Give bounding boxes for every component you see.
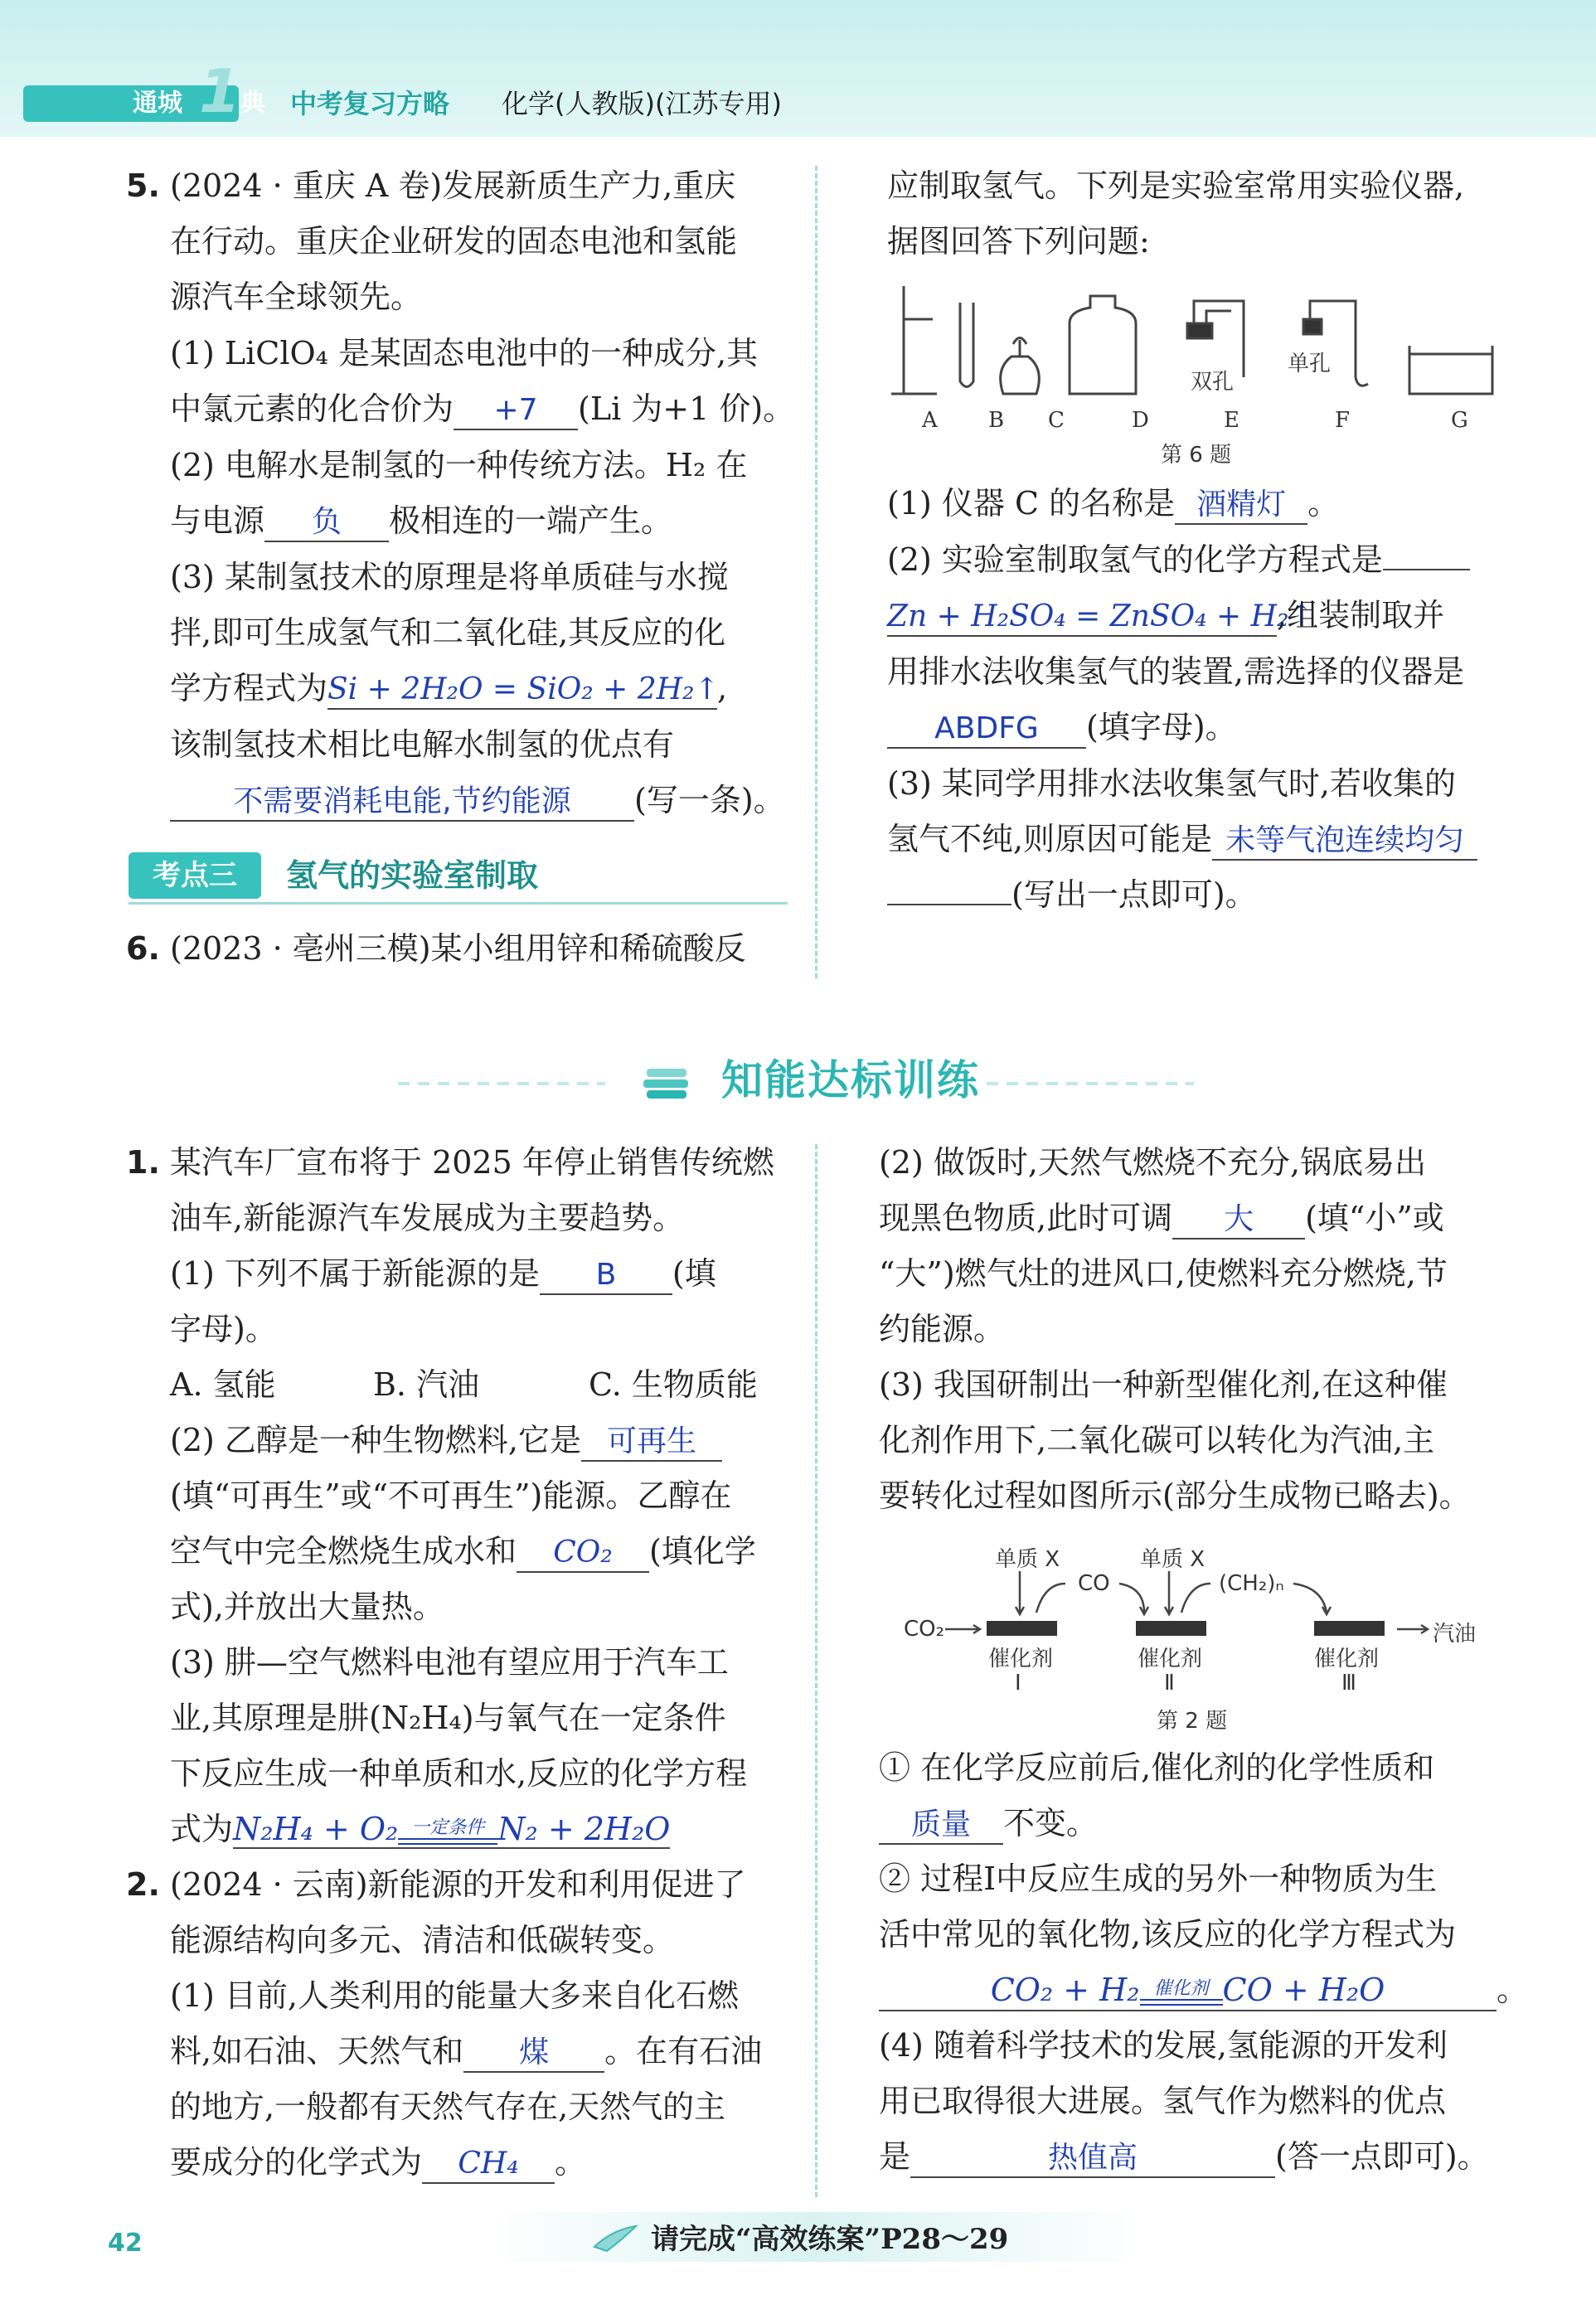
q5-p3-advantage-answer: 不需要消耗电能,节约能源 bbox=[170, 784, 634, 822]
t2-r-p4c-pre: 是 bbox=[879, 2138, 911, 2175]
q5-p2-answer: 负 bbox=[264, 504, 389, 542]
apparatus-label-f: F bbox=[1335, 408, 1351, 433]
q5-p3b: 拌,即可生成氢气和二氧化硅,其反应的化 bbox=[170, 614, 726, 651]
q6-p2d bbox=[887, 707, 1237, 749]
apparatus-c-alcohol-lamp bbox=[1001, 338, 1040, 395]
apparatus-g-trough bbox=[1409, 346, 1492, 394]
q6-p2-equation-answer: Zn + H₂SO₄ = ZnSO₄ + H₂↑ bbox=[887, 599, 1277, 637]
q5-p1a: (1) LiClO₄ 是某固态电池中的一种成分,其 bbox=[170, 335, 759, 371]
q5-p3-equation-answer: Si + 2H₂O = SiO₂ + 2H₂↑ bbox=[327, 672, 717, 710]
t1-line2: 油车,新能源汽车发展成为主要趋势。 bbox=[170, 1200, 685, 1236]
page-number: 42 bbox=[108, 2229, 143, 2258]
t2-r-p2a: (2) 做饭时,天然气燃烧不充分,锅底易出 bbox=[879, 1144, 1427, 1181]
t2-p1b bbox=[170, 2031, 762, 2073]
apparatus-d-bottle bbox=[1070, 296, 1136, 394]
book-stack-icon bbox=[643, 1069, 688, 1099]
apparatus-label-c: C bbox=[1048, 408, 1065, 433]
flow-product-label: 汽油 bbox=[1433, 1622, 1477, 1647]
flow-catalyst-1: 催化剂 bbox=[988, 1647, 1054, 1671]
q5-p3c-post: , bbox=[717, 670, 728, 706]
q5-p2b-pre: 与电源 bbox=[170, 502, 265, 539]
t2-r-c1b-post: 不变。 bbox=[1003, 1805, 1099, 1841]
column-divider-top bbox=[815, 166, 817, 978]
header-brand-left: 通城 bbox=[133, 89, 182, 118]
t2-p1d bbox=[170, 2142, 586, 2184]
t1-p2a-pre: (2) 乙醇是一种生物燃料,它是 bbox=[170, 1422, 581, 1458]
t2-r-p2-answer: 大 bbox=[1172, 1201, 1305, 1240]
q6-p2a-text: (2) 实验室制取氢气的化学方程式是 bbox=[887, 541, 1383, 578]
t1-p1a-pre: (1) 下列不属于新能源的是 bbox=[170, 1255, 540, 1292]
t2-r-p4b: 用已取得很大进展。氢气作为燃料的优点 bbox=[879, 2083, 1447, 2119]
t2-r-p4c-post: (答一点即可)。 bbox=[1275, 2138, 1489, 2175]
flow-stage-1: Ⅰ bbox=[1015, 1671, 1021, 1696]
t2-p1d-answer: CH₄ bbox=[422, 2146, 555, 2184]
catalyst-block-3 bbox=[1314, 1621, 1385, 1636]
t2-r-p2c: “大”)燃气灶的进风口,使燃料充分燃烧,节 bbox=[879, 1255, 1448, 1292]
q6-p2c: 用排水法收集氢气的装置,需选择的仪器是 bbox=[887, 653, 1465, 690]
q6-p1 bbox=[887, 483, 1339, 525]
header-subject: 化学(人教版)(江苏专用) bbox=[502, 88, 782, 119]
t1-p3c: 下反应生成一种单质和水,反应的化学方程 bbox=[170, 1755, 748, 1792]
q6-p3c-blank bbox=[887, 904, 1011, 905]
t2-r-c2-condition: 催化剂 bbox=[1153, 1978, 1209, 1999]
footer-instruction: 请完成“高效练案”P28～29 bbox=[651, 2223, 1009, 2256]
t2-line1: (2024 · 云南)新能源的开发和利用促进了 bbox=[170, 1866, 746, 1903]
apparatus-label-a: A bbox=[922, 408, 938, 433]
t1-p3-equation-answer bbox=[233, 1811, 670, 1849]
t2-r-p2b bbox=[879, 1198, 1444, 1240]
t1-option-c: C. 生物质能 bbox=[589, 1366, 758, 1403]
q5-p1-answer: +7 bbox=[454, 392, 578, 430]
t1-p2a bbox=[170, 1420, 722, 1462]
t2-figure-caption: 第 2 题 bbox=[1157, 1709, 1228, 1734]
t2-p1-answer: 煤 bbox=[463, 2035, 604, 2073]
q6-p3b bbox=[887, 819, 1477, 861]
q5-p2a: (2) 电解水是制氢的一种传统方法。H₂ 在 bbox=[170, 447, 748, 483]
t2-r-p3a: (3) 我国研制出一种新型催化剂,在这种催 bbox=[879, 1366, 1448, 1403]
q5-p3d: 该制氢技术相比电解水制氢的优点有 bbox=[170, 726, 675, 763]
t2-r-p3b: 化剂作用下,二氧化碳可以转化为汽油,主 bbox=[879, 1422, 1435, 1458]
q6-p2a-blank bbox=[1383, 569, 1470, 570]
t2-r-c2-lhs: CO₂ + H₂ bbox=[990, 1972, 1140, 2008]
q5-p2b-post: 极相连的一端产生。 bbox=[389, 502, 673, 539]
q6-p1-post: 。 bbox=[1307, 485, 1340, 522]
t2-r-c2-equation-answer bbox=[879, 1970, 1497, 2011]
t1-p2c-answer: CO₂ bbox=[517, 1535, 649, 1573]
apparatus-b-test-tube bbox=[960, 303, 973, 387]
q5-line2: 在行动。重庆企业研发的固态电池和氢能 bbox=[170, 223, 738, 260]
t2-r-p4-answer: 热值高 bbox=[910, 2140, 1275, 2178]
t2-p1b-post: 。在有石油 bbox=[604, 2033, 763, 2069]
t2-r-c2b: 活中常见的氧化物,该反应的化学方程式为 bbox=[879, 1916, 1457, 1953]
q6-r1: 应制取氢气。下列是实验室常用实验仪器, bbox=[887, 167, 1465, 204]
catalyst-block-2 bbox=[1136, 1621, 1206, 1636]
t1-p2b: (填“可再生”或“不可再生”)能源。乙醇在 bbox=[170, 1477, 732, 1514]
kaodian-underline bbox=[129, 902, 788, 905]
t1-line1: 某汽车厂宣布将于 2025 年停止销售传统燃 bbox=[170, 1144, 774, 1181]
t1-p1-answer: B bbox=[540, 1257, 672, 1295]
flow-x1-label: 单质 X bbox=[995, 1547, 1060, 1572]
q5-p3e-post: (写一条)。 bbox=[634, 782, 785, 818]
q6-p2b bbox=[887, 595, 1444, 637]
q5-p1b bbox=[170, 389, 794, 430]
t2-r-c2c-post: 。 bbox=[1497, 1972, 1529, 2008]
q6-p3a: (3) 某同学用排水法收集氢气时,若收集的 bbox=[887, 765, 1456, 802]
q6-figure-caption: 第 6 题 bbox=[1161, 443, 1232, 468]
q5-p3c bbox=[170, 668, 727, 710]
t1-p1a-post: (填 bbox=[672, 1255, 716, 1292]
flow-catalyst-3: 催化剂 bbox=[1314, 1647, 1380, 1671]
section-title: 知能达标训练 bbox=[721, 1056, 980, 1104]
q5-p1b-post: (Li 为+1 价)。 bbox=[578, 391, 795, 427]
flow-stage-3: Ⅲ bbox=[1341, 1671, 1356, 1696]
t2-line2: 能源结构向多元、清洁和低碳转变。 bbox=[170, 1922, 675, 1958]
header-brand-right: 典 bbox=[240, 89, 265, 118]
q6-p2d-post: (填字母)。 bbox=[1086, 709, 1237, 745]
apparatus-label-e: E bbox=[1224, 408, 1239, 433]
header-series: 中考复习方略 bbox=[290, 88, 450, 119]
t1-p1b: 字母)。 bbox=[170, 1311, 277, 1347]
t2-r-c1b bbox=[879, 1803, 1098, 1845]
header-brand-num: 1 bbox=[199, 56, 241, 126]
q5-p3c-pre: 学方程式为 bbox=[170, 670, 328, 706]
q6-r2: 据图回答下列问题: bbox=[887, 223, 1150, 260]
q6-p3c-post: (写出一点即可)。 bbox=[1011, 876, 1257, 913]
flow-stage-2: Ⅱ bbox=[1164, 1671, 1175, 1696]
q5-line3: 源汽车全球领先。 bbox=[170, 279, 423, 315]
t1-p2c-post: (填化学 bbox=[649, 1533, 756, 1569]
t2-r-p4c bbox=[879, 2137, 1489, 2178]
q5-line1: (2024 · 重庆 A 卷)发展新质生产力,重庆 bbox=[170, 167, 736, 204]
q6-p2b-post: ,组装制取并 bbox=[1277, 597, 1445, 633]
t2-r-p2d: 约能源。 bbox=[879, 1311, 1006, 1347]
t2-p1a: (1) 目前,人类利用的能量大多来自化石燃 bbox=[170, 1977, 739, 2014]
apparatus-f-caption: 单孔 bbox=[1288, 352, 1332, 376]
flow-ch2-label: (CH₂)ₙ bbox=[1219, 1571, 1284, 1596]
q6-number: 6. bbox=[126, 930, 160, 967]
t1-p3b: 业,其原理是肼(N₂H₄)与氧气在一定条件 bbox=[170, 1700, 726, 1736]
flow-co2-label: CO₂ bbox=[904, 1617, 945, 1642]
q6-p2d-answer: ABDFG bbox=[887, 711, 1086, 749]
t1-p2-answer: 可再生 bbox=[581, 1424, 722, 1462]
t1-p2c bbox=[170, 1531, 756, 1573]
q6-p1-pre: (1) 仪器 C 的名称是 bbox=[887, 485, 1176, 522]
t1-option-b: B. 汽油 bbox=[373, 1366, 480, 1403]
t2-r-c2-rhs: CO + H₂O bbox=[1222, 1972, 1385, 2008]
q6-p2a bbox=[887, 540, 1470, 580]
t2-r-p2b-post: (填“小”或 bbox=[1305, 1200, 1444, 1236]
t1-p2d: 式),并放出大量热。 bbox=[170, 1589, 444, 1625]
column-divider-bottom bbox=[815, 1144, 817, 2197]
flow-catalyst-2: 催化剂 bbox=[1138, 1647, 1203, 1671]
t1-p3-lhs: N₂H₄ + O₂ bbox=[233, 1811, 399, 1847]
q5-p1b-pre: 中氯元素的化合价为 bbox=[170, 391, 454, 427]
t1-option-a: A. 氢能 bbox=[170, 1366, 276, 1403]
kaodian-title: 氢气的实验室制取 bbox=[286, 857, 539, 894]
t1-p3d bbox=[170, 1809, 670, 1849]
kaodian-badge: 考点三 bbox=[129, 852, 261, 899]
t2-p1d-pre: 要成分的化学式为 bbox=[170, 2144, 423, 2181]
q6-line1: (2023 · 亳州三模)某小组用锌和稀硫酸反 bbox=[170, 930, 746, 967]
t1-p3a: (3) 肼—空气燃料电池有望应用于汽车工 bbox=[170, 1644, 729, 1681]
q6-p3b-pre: 氢气不纯,则原因可能是 bbox=[887, 821, 1213, 857]
t2-r-p3c: 要转化过程如图所示(部分生成物已略去)。 bbox=[879, 1477, 1471, 1514]
t2-r-c2c bbox=[879, 1970, 1528, 2011]
t2-p1c: 的地方,一般都有天然气存在,天然气的主 bbox=[170, 2089, 726, 2125]
q5-p3e bbox=[170, 780, 785, 822]
t2-r-c2a: ② 过程Ⅰ中反应生成的另外一种物质为生 bbox=[879, 1861, 1438, 1897]
apparatus-label-b: B bbox=[988, 408, 1005, 433]
flow-x2-label: 单质 X bbox=[1140, 1547, 1205, 1572]
q5-p2b bbox=[170, 501, 672, 542]
t2-r-c1-answer: 质量 bbox=[879, 1807, 1003, 1845]
t1-p2c-pre: 空气中完全燃烧生成水和 bbox=[170, 1533, 517, 1569]
q5-p3a: (3) 某制氢技术的原理是将单质硅与水搅 bbox=[170, 559, 729, 595]
t1-p3-condition-arrow bbox=[398, 1819, 497, 1845]
t2-r-c1a: ① 在化学反应前后,催化剂的化学性质和 bbox=[879, 1749, 1435, 1786]
apparatus-a-stand bbox=[891, 286, 937, 394]
t1-p3-condition: 一定条件 bbox=[411, 1817, 485, 1838]
q6-p3c bbox=[887, 875, 1257, 915]
pen-icon bbox=[590, 2222, 640, 2255]
t2-r-p4a: (4) 随着科学技术的发展,氢能源的开发利 bbox=[879, 2027, 1448, 2064]
apparatus-label-g: G bbox=[1451, 408, 1468, 433]
t1-p3-rhs: N₂ + 2H₂O bbox=[497, 1811, 671, 1847]
t2-p1b-pre: 料,如石油、天然气和 bbox=[170, 2033, 464, 2069]
q6-p3-answer: 未等气泡连续均匀 bbox=[1212, 822, 1477, 861]
q6-p1-answer: 酒精灯 bbox=[1175, 487, 1307, 525]
t1-p1a bbox=[170, 1254, 716, 1295]
t1-p3d-pre: 式为 bbox=[170, 1811, 234, 1847]
t2-p1d-post: 。 bbox=[555, 2144, 587, 2181]
flow-co-label: CO bbox=[1078, 1571, 1110, 1596]
q5-number: 5. bbox=[126, 167, 160, 204]
catalyst-block-1 bbox=[987, 1621, 1057, 1636]
apparatus-e-caption: 双孔 bbox=[1191, 370, 1235, 395]
t2-r-p2b-pre: 现黑色物质,此时可调 bbox=[879, 1200, 1173, 1236]
apparatus-label-d: D bbox=[1132, 408, 1149, 433]
t2-r-c2-condition-arrow bbox=[1140, 1980, 1223, 2006]
t2-number: 2. bbox=[126, 1866, 160, 1903]
t1-number: 1. bbox=[126, 1144, 160, 1181]
